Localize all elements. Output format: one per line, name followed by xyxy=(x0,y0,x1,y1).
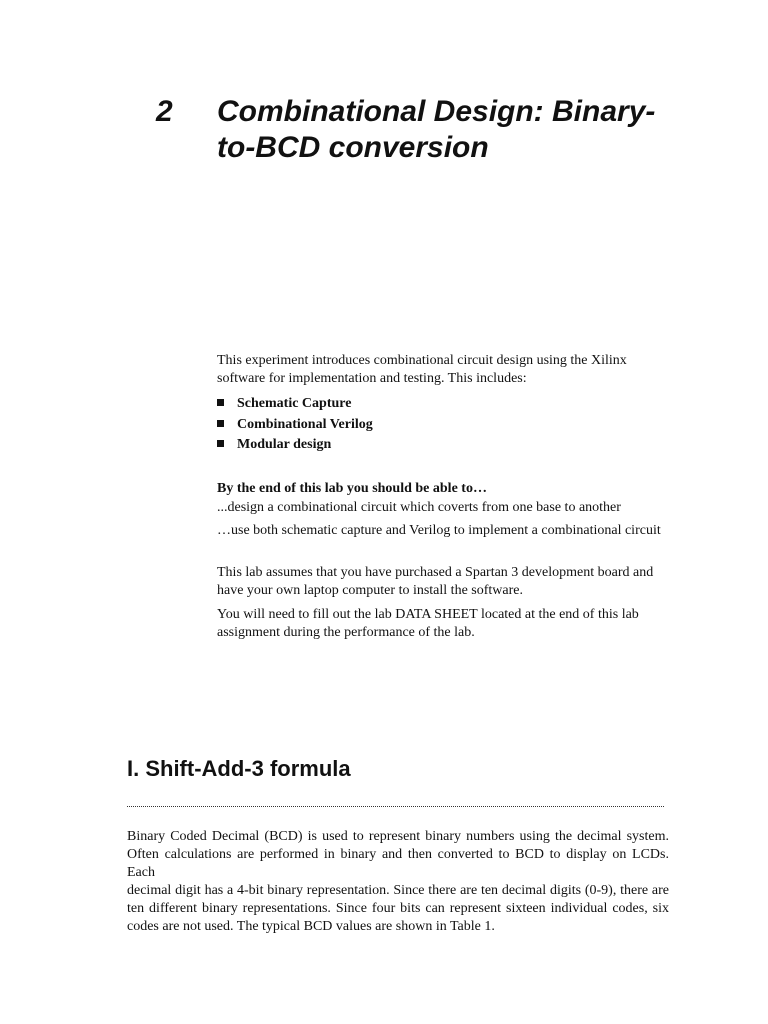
feature-list xyxy=(217,395,373,457)
objectives-heading: By the end of this lab you should be able to… xyxy=(217,481,487,496)
body-paragraph xyxy=(127,828,669,936)
chapter-title xyxy=(217,94,687,166)
square-bullet-icon xyxy=(217,440,224,447)
text-line: decimal digit has a 4-bit binary representation. Since there are ten decimal digits (0-9), there are xyxy=(127,883,669,898)
list-item-label: Schematic Capture xyxy=(237,396,352,411)
text-line: Binary Coded Decimal (BCD) is used to represent binary numbers using the decimal system. xyxy=(127,829,669,844)
list-item xyxy=(217,416,373,437)
text-line: This experiment introduces combinational circuit design using the Xilinx xyxy=(217,353,627,368)
assumption-paragraph xyxy=(217,564,687,600)
text-line: You will need to fill out the lab DATA SHEET located at the end of this lab xyxy=(217,607,639,622)
dotted-divider xyxy=(127,806,664,807)
text-line: have your own laptop computer to install the software. xyxy=(217,583,523,598)
text-line: ten different binary representations. Since four bits can represent sixteen individual codes, six xyxy=(127,901,669,916)
chapter-number: 2 xyxy=(156,95,173,128)
square-bullet-icon xyxy=(217,399,224,406)
chapter-title-line: to-BCD conversion xyxy=(217,131,489,164)
text-line: assignment during the performance of the lab. xyxy=(217,625,475,640)
objective-item: ...design a combinational circuit which coverts from one base to another xyxy=(217,500,621,515)
objective-item: …use both schematic capture and Verilog to implement a combinational circuit xyxy=(217,523,661,538)
list-item-label: Modular design xyxy=(237,437,332,452)
list-item xyxy=(217,395,373,416)
intro-paragraph xyxy=(217,352,687,388)
chapter-title-line: Combinational Design: Binary- xyxy=(217,95,656,128)
text-line: codes are not used. The typical BCD values are shown in Table 1. xyxy=(127,919,495,934)
text-line: This lab assumes that you have purchased a Spartan 3 development board and xyxy=(217,565,654,580)
text-line: Often calculations are performed in binary and then converted to BCD to display on LCDs. Each xyxy=(127,847,669,880)
section-heading: I. Shift-Add-3 formula xyxy=(127,756,351,781)
list-item-label: Combinational Verilog xyxy=(237,416,373,432)
list-item xyxy=(217,436,373,457)
square-bullet-icon xyxy=(217,420,224,427)
datasheet-paragraph xyxy=(217,606,687,642)
text-line: software for implementation and testing. This includes: xyxy=(217,371,527,386)
